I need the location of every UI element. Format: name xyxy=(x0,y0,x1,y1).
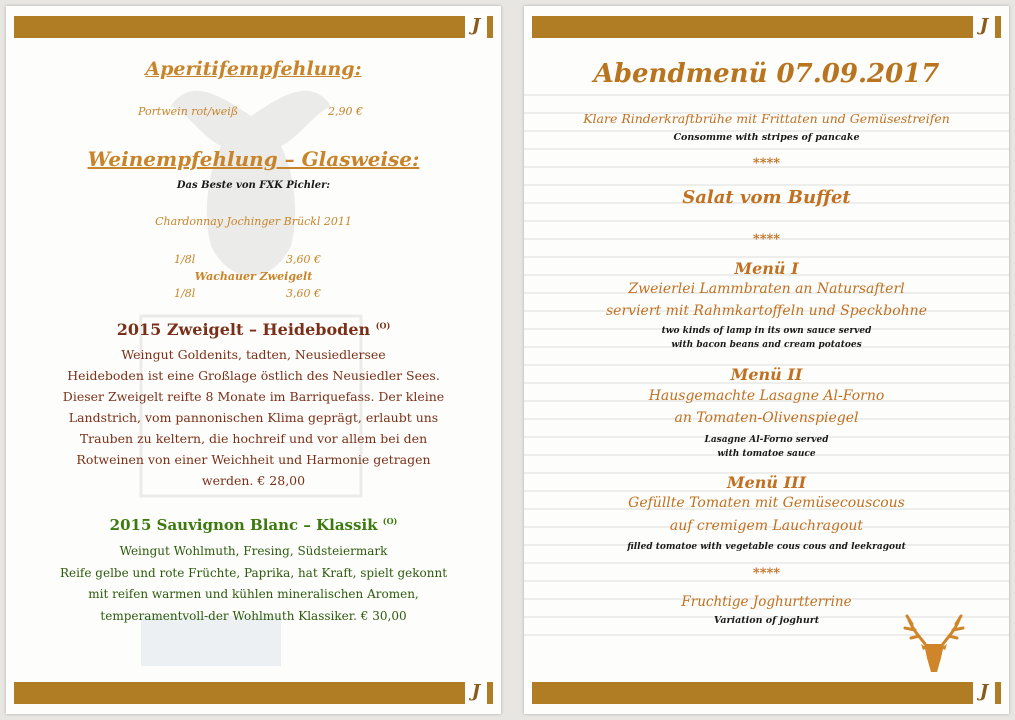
menu1-line2: serviert mit Rahmkartoffeln und Speckbohne xyxy=(606,303,927,319)
zweigelt-line: Heideboden ist eine Großlage östlich des Neusiedler Sees. xyxy=(67,368,440,383)
zweigelt-line: Dieser Zweigelt reifte 8 Monate im Barriquefass. Der kleine xyxy=(62,389,445,404)
wine2-price: 3,60 € xyxy=(286,287,321,300)
menu3-heading: Menü III xyxy=(726,473,807,492)
sauvignon-line: mit reifen warmen und kühlen mineralischen Aromen, xyxy=(88,587,419,601)
top-gold-bar xyxy=(532,16,1001,38)
zweigelt-line: Landstrich, vom pannonischen Klima geprägt, erlaubt uns xyxy=(68,410,439,425)
wine1-name: Chardonnay Jochinger Brückl 2011 xyxy=(155,215,352,228)
wine2-qty: 1/8l xyxy=(174,287,196,300)
wine1-qty: 1/8l xyxy=(174,253,196,266)
soup-name: Klare Rinderkraftbrühe mit Frittaten und Gemüsestreifen xyxy=(583,111,950,126)
zweigelt-line: Rotweinen von einer Weichheit und Harmonie getragen xyxy=(76,452,431,467)
zweigelt-description xyxy=(6,344,501,491)
sauvignon-line: Reife gelbe und rote Früchte, Paprika, hat Kraft, spielt gekonnt xyxy=(59,565,448,580)
brand-logo-icon: J xyxy=(465,680,487,704)
menu2-line2: an Tomaten-Olivenspiegel xyxy=(674,410,859,426)
top-gold-bar xyxy=(14,16,493,38)
bottom-gold-bar xyxy=(532,682,1001,704)
sauvignon-line: Weingut Wohlmuth, Fresing, Südsteiermark xyxy=(119,544,388,558)
dessert-name: Fruchtige Joghurtterrine xyxy=(681,594,852,610)
brand-logo-icon: J xyxy=(973,680,995,704)
wine-glass-heading: Weinempfehlung – Glasweise: xyxy=(87,147,420,171)
soup-translation: Consomme with stripes of pancake xyxy=(673,132,860,143)
zweigelt-line: werden. € 28,00 xyxy=(201,473,306,488)
sauvignon-title-row xyxy=(6,516,501,534)
menu1-translation: with bacon beans and cream potatoes xyxy=(671,340,862,350)
aperitif-item: Portwein rot/weiß xyxy=(138,105,239,118)
menu2-line1: Hausgemachte Lasagne Al-Forno xyxy=(648,388,885,404)
menu1-translation: two kinds of lamp in its own sauce served xyxy=(661,326,872,336)
menu2-heading: Menü II xyxy=(730,365,803,384)
menu-title: Abendmenü 07.09.2017 xyxy=(593,59,940,89)
dessert-translation: Variation of joghurt xyxy=(713,615,820,626)
deer-head-icon xyxy=(899,614,969,678)
menu3-translation: filled tomatoe with vegetable cous cous and leekragout xyxy=(627,542,906,552)
menu3-line2: auf cremigem Lauchragout xyxy=(669,518,864,534)
bottom-gold-bar xyxy=(14,682,493,704)
aperitif-heading: Aperitifempfehlung: xyxy=(145,58,362,80)
wine-glass-subtitle: Das Beste von FXK Pichler: xyxy=(176,180,331,191)
zweigelt-title-row xyxy=(6,320,501,339)
wine2-name: Wachauer Zweigelt xyxy=(194,270,313,283)
menu1-line1: Zweierlei Lammbraten an Natursafterl xyxy=(628,281,905,297)
zweigelt-mark: (O) xyxy=(375,320,391,331)
aperitif-price: 2,90 € xyxy=(328,105,363,118)
separator-stars: **** xyxy=(752,566,781,581)
menu3-line1: Gefüllte Tomaten mit Gemüsecouscous xyxy=(628,495,905,511)
sauvignon-line: temperamentvoll-der Wohlmuth Klassiker. € 30,00 xyxy=(100,608,407,623)
menu1-heading: Menü I xyxy=(734,259,799,278)
sauvignon-description xyxy=(6,541,501,627)
wine1-price: 3,60 € xyxy=(286,253,321,266)
menu2-translation: with tomatoe sauce xyxy=(717,449,816,459)
separator-stars: **** xyxy=(752,156,781,171)
menu2-translation: Lasagne Al-Forno served xyxy=(704,435,829,445)
right-page xyxy=(524,6,1009,714)
separator-stars: **** xyxy=(752,232,781,247)
zweigelt-line: Weingut Goldenits, tadten, Neusiedlersee xyxy=(121,347,386,362)
salad-name: Salat vom Buffet xyxy=(682,187,851,208)
zweigelt-title: 2015 Zweigelt – Heideboden xyxy=(116,320,371,339)
brand-logo-icon: J xyxy=(465,14,487,38)
zweigelt-line: Trauben zu keltern, die hochreif und vor allem bei den xyxy=(79,431,428,446)
brand-logo-icon: J xyxy=(973,14,995,38)
left-page xyxy=(6,6,501,714)
sauvignon-mark: (O) xyxy=(382,516,398,526)
sauvignon-title: 2015 Sauvignon Blanc – Klassik xyxy=(109,516,378,534)
